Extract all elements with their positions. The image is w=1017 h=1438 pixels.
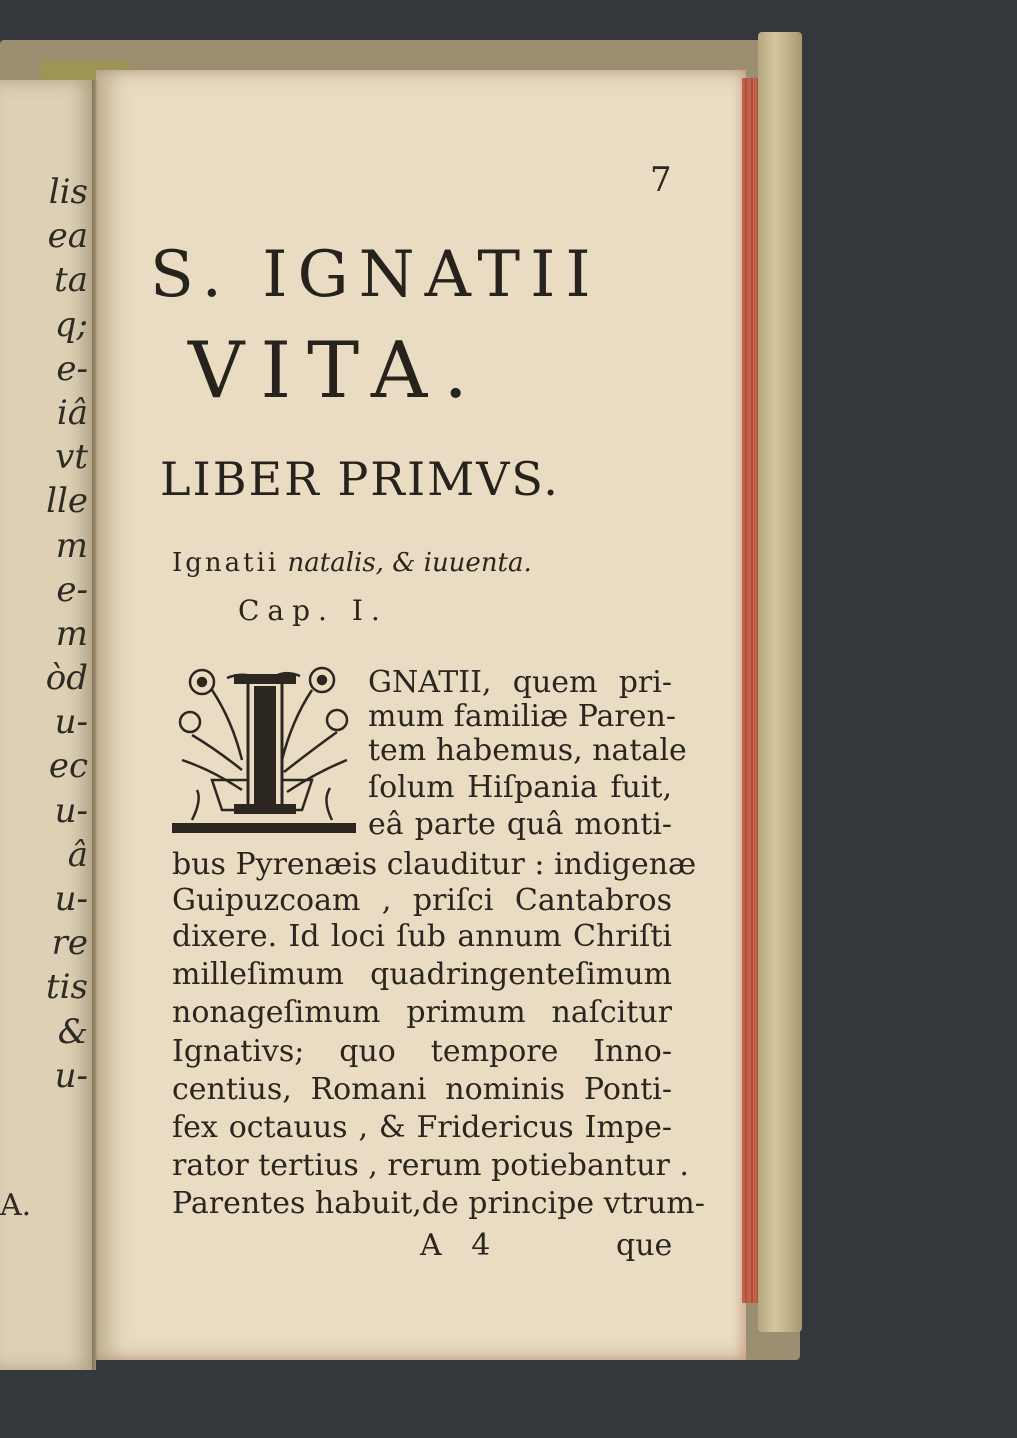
left-fragment: iâ xyxy=(56,392,88,433)
text-line: dixere. Id loci ſub annum Chriſti xyxy=(172,919,672,954)
title-line-2: VITA. xyxy=(188,326,485,416)
left-fragment: m xyxy=(55,613,88,654)
flower-vase-ornament-icon xyxy=(172,660,356,838)
left-fragment: vt xyxy=(55,437,88,478)
left-fragment: ea xyxy=(47,216,88,257)
text-line: nonageſimum primum naſcitur xyxy=(172,995,672,1030)
left-fragment: ec xyxy=(48,746,88,787)
text-line: mum familiæ Paren- xyxy=(368,699,676,734)
left-fragment: re xyxy=(51,923,88,964)
text-line: eâ parte quâ monti- xyxy=(368,807,672,842)
subtitle-smallcaps: Ignatii xyxy=(172,548,280,578)
book-spine xyxy=(758,32,802,1332)
subtitle-italic: natalis, & iuuenta. xyxy=(287,548,532,578)
text-line: tem habemus, natale xyxy=(368,733,687,768)
text-line: fex octauus , & Fridericus Impe- xyxy=(172,1110,672,1145)
left-fragment: lle xyxy=(46,481,88,522)
left-fragment: m xyxy=(55,525,88,566)
text-line: milleſimum quadringenteſimum xyxy=(172,957,672,992)
decorated-initial-woodcut xyxy=(172,660,356,838)
text-line: bus Pyrenæis clauditur : indigenæ xyxy=(172,847,697,882)
title-line-1: S. IGNATII xyxy=(150,238,601,312)
left-page-text-fragments xyxy=(0,170,90,1098)
left-fragment: lis xyxy=(48,172,88,212)
left-fragment: e- xyxy=(56,348,88,389)
left-fragment: â xyxy=(67,834,88,875)
text-line: GNATII, quem pri- xyxy=(368,665,672,700)
left-fragment: ta xyxy=(54,260,88,301)
left-fragment: u- xyxy=(54,1055,88,1096)
signature-mark: A 4 xyxy=(420,1228,501,1263)
book-heading: LIBER PRIMVS. xyxy=(160,452,560,506)
catchword: que xyxy=(616,1228,673,1263)
text-line: Guipuzcoam , priſci Cantabros xyxy=(172,883,672,918)
text-line: Ignativs; quo tempore Inno- xyxy=(172,1034,672,1069)
left-fragment: u- xyxy=(54,879,88,919)
text-line: rator tertius , rerum potiebantur . xyxy=(172,1148,689,1183)
text-line: Parentes habuit,de principe vtrum- xyxy=(172,1186,705,1221)
chapter-subtitle xyxy=(172,548,692,578)
gutter-shadow xyxy=(92,80,98,1370)
left-page-signature: A. xyxy=(0,1188,32,1223)
left-fragment: u- xyxy=(54,790,88,831)
page-number: 7 xyxy=(650,160,672,200)
left-fragment: e- xyxy=(56,569,88,610)
left-fragment: òd xyxy=(45,658,88,699)
left-fragment: & xyxy=(57,1011,88,1052)
left-fragment: tis xyxy=(46,967,88,1008)
left-fragment: u- xyxy=(54,702,88,743)
chapter-number: Cap. I. xyxy=(238,594,388,627)
text-line: centius, Romani nominis Ponti- xyxy=(172,1072,672,1107)
left-fragment: q; xyxy=(54,304,88,345)
text-line: ſolum Hiſpania fuit, xyxy=(368,770,672,805)
